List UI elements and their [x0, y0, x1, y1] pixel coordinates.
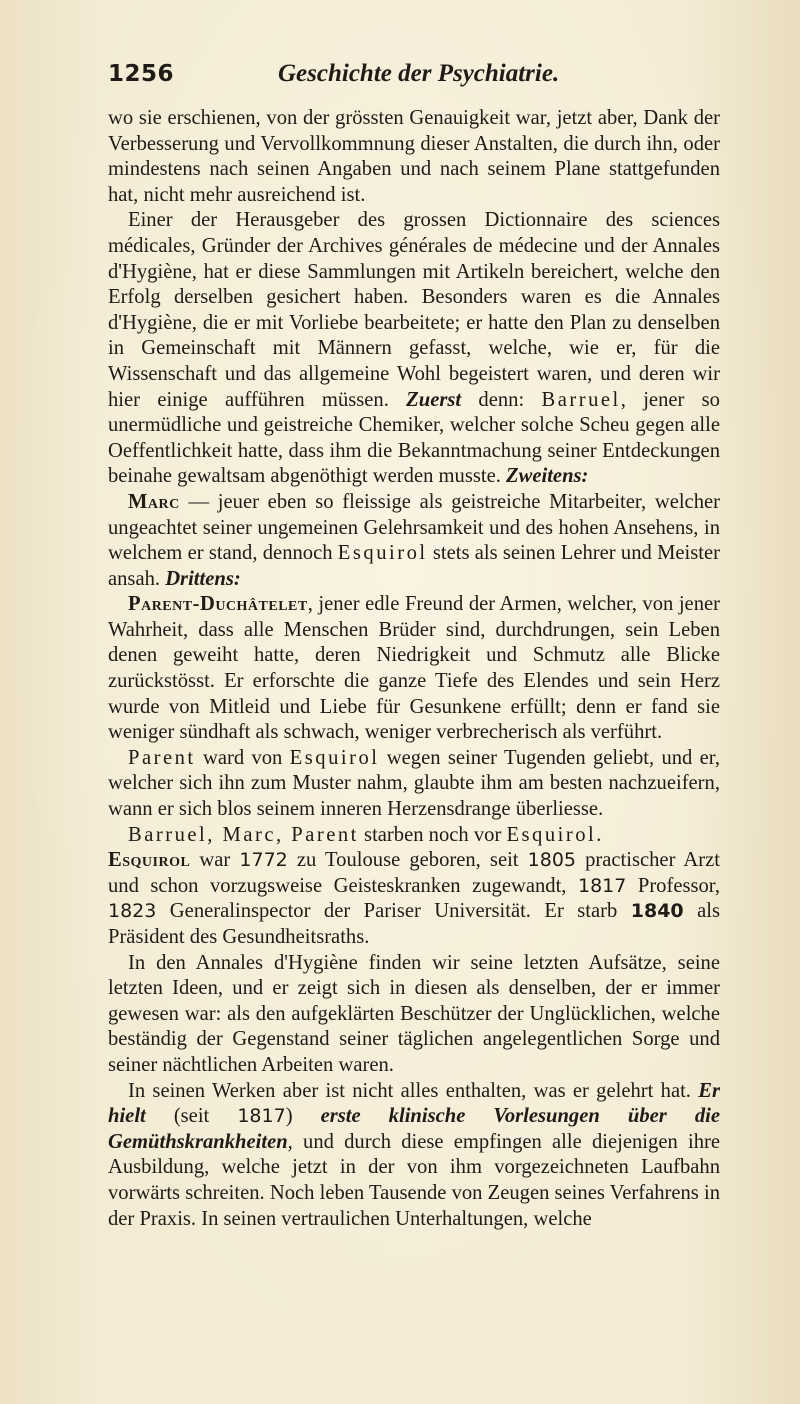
paragraph-2-text-c: , jener so unermüdliche und geistreiche Chemiker, welcher solche Scheu gegen alle Oeffentlichkeit hatte, dass ihm die Bekanntmachung seiner Entdeckungen beinahe gewaltsam abgenöthigt werden musste.: [108, 388, 720, 488]
paragraph-9-text-d: , und durch diese empfingen alle diejenigen ihre Ausbildung, welche jetzt in der von ihm vorgezeichneten Laufbahn vorwärts schreiten. Noch leben Tausende von Zeugen seines Verfahrens in der Praxis. In seinen vertraulichen Unterhaltungen, welche: [108, 1130, 720, 1230]
paragraph-6-text-a: starben noch vor: [358, 823, 507, 846]
paragraph-9-text-a: In seinen Werken aber ist nicht alles enthalten, was er gelehrt hat.: [128, 1079, 699, 1102]
paragraph-7-text-e: Generalinspector der Pariser Universität. Er starb: [156, 900, 631, 923]
paragraph-3-text-b: stets als seinen Lehrer und Meister ansah.: [108, 542, 720, 590]
paragraph-9-text-b: (seit: [145, 1105, 238, 1128]
body-text: [108, 106, 720, 1232]
name-esquirol: Esquirol: [506, 823, 597, 846]
name-esquirol: Esquirol: [289, 746, 380, 769]
name-parent: Parent: [128, 746, 196, 769]
name-esquirol-heading: Esquirol: [108, 849, 191, 872]
paragraph-6: [108, 823, 720, 849]
year-1817-b: 1817: [237, 1105, 286, 1128]
paragraph-4: [108, 592, 720, 746]
year-1805: 1805: [527, 849, 576, 872]
paragraph-9-text-c: ): [285, 1105, 321, 1128]
paragraph-2-text-a: Einer der Herausgeber des grossen Dictionnaire des sciences médicales, Gründer der Archives générales de médecine und der Annales d'Hygiène, hat er diese Sammlungen mit Artikeln bereichert, welche den Erfolg derselben gesichert haben. Besonders waren es die Annales d'Hygiène, die er mit Vorliebe bearbeitete; er hatte den Plan zu denselben in Gemeinschaft mit Männern gefasst, welche, wie er, für die Wissenschaft und das allgemeine Wohl begeistert waren, und deren wir hier einige aufführen müssen.: [108, 209, 720, 411]
emphasis-zweitens: Zweitens:: [506, 465, 589, 488]
paragraph-3: [108, 490, 720, 592]
paragraph-8-text: In den Annales d'Hygiène finden wir seine letzten Aufsätze, seine letzten Ideen, und er zeigt sich in diesen als denselben, der er immer gewesen war: als den aufgeklärten Beschützer der Unglücklichen, welche beständig der Gegenstand seiner täglichen angelegentlichen Sorge und seiner nächtlichen Arbeiten waren.: [108, 951, 720, 1076]
paragraph-7-text-d: Professor,: [626, 874, 720, 897]
paragraph-5-text-b: wegen seiner Tugenden geliebt, und er, welcher sich ihn zum Muster nahm, glaubte ihm am besten nachzueifern, wann er sich blos seinem inneren Herzensdrange überliesse.: [108, 746, 720, 821]
year-1817: 1817: [577, 874, 627, 897]
year-1823: 1823: [108, 900, 157, 923]
emphasis-drittens: Drittens:: [165, 567, 241, 590]
paragraph-9: [108, 1079, 720, 1233]
paragraph-7-text-b: zu Toulouse geboren, seit: [287, 849, 528, 872]
paragraph-5: [108, 746, 720, 823]
paragraph-1-text: wo sie erschienen, von der grössten Genauigkeit war, jetzt aber, Dank der Verbesserung und Vervollkommnung dieser Anstalten, die durch ihn, oder mindestens nach seinen Angaben und nach seinem Plane stattgefunden hat, nicht mehr ausreichend ist.: [108, 107, 720, 206]
paragraph-7-text-c: practischer Arzt und schon vorzugsweise Geisteskranken zugewandt,: [108, 849, 720, 897]
paragraph-5-text-a: ward von: [195, 746, 290, 769]
names-list: Barruel, Marc, Parent: [128, 823, 359, 846]
paragraph-7: [108, 848, 720, 950]
name-barruel: Barruel: [541, 388, 621, 411]
paragraph-4-text: , jener edle Freund der Armen, welcher, von jener Wahrheit, dass alle Menschen Brüder sind, durchdrungen, sein Leben denen geweiht hatte, deren Niedrigkeit und Schmutz alle Blicke zurückstösst. Er erforschte die ganze Tiefe des Elendes und sein Herz wurde von Mitleid und Liebe für Gesunkene erfüllt; denn er fand sie weniger sündhaft als schwach, weniger verbrecherisch als verführt.: [108, 593, 720, 744]
year-1840: 1840: [630, 900, 684, 923]
paragraph-8: [108, 951, 720, 1079]
name-marc: Marc: [128, 490, 180, 513]
paragraph-1: [108, 106, 720, 208]
paragraph-7-text-f: als Präsident des Gesundheitsraths.: [108, 900, 720, 948]
paragraph-2: [108, 208, 720, 490]
page-number: 1256: [108, 61, 175, 87]
paragraph-6-text-b: .: [596, 823, 602, 846]
running-title: Geschichte der Psychiatrie.: [278, 60, 560, 87]
name-esquirol: Esquirol: [337, 542, 428, 565]
emphasis-lectures: erste klinische Vorlesungen über die Gemüthskrankheiten: [108, 1105, 720, 1153]
name-parent-duchatelet: Parent-Duchâtelet: [128, 593, 308, 616]
paragraph-7-text-a: war: [190, 849, 240, 872]
emphasis-zuerst: Zuerst: [406, 388, 462, 411]
page-header: [108, 60, 720, 100]
year-1772: 1772: [239, 849, 288, 872]
paragraph-3-text-a: — jeuer eben so fleissige als geistreiche Mitarbeiter, welcher ungeachtet seiner ungemeinen Gelehrsamkeit und des hohen Ansehens, in welchem er stand, dennoch: [108, 490, 720, 565]
emphasis-er-hielt: Er hielt: [108, 1079, 720, 1128]
paragraph-2-text-b: denn:: [461, 388, 542, 411]
